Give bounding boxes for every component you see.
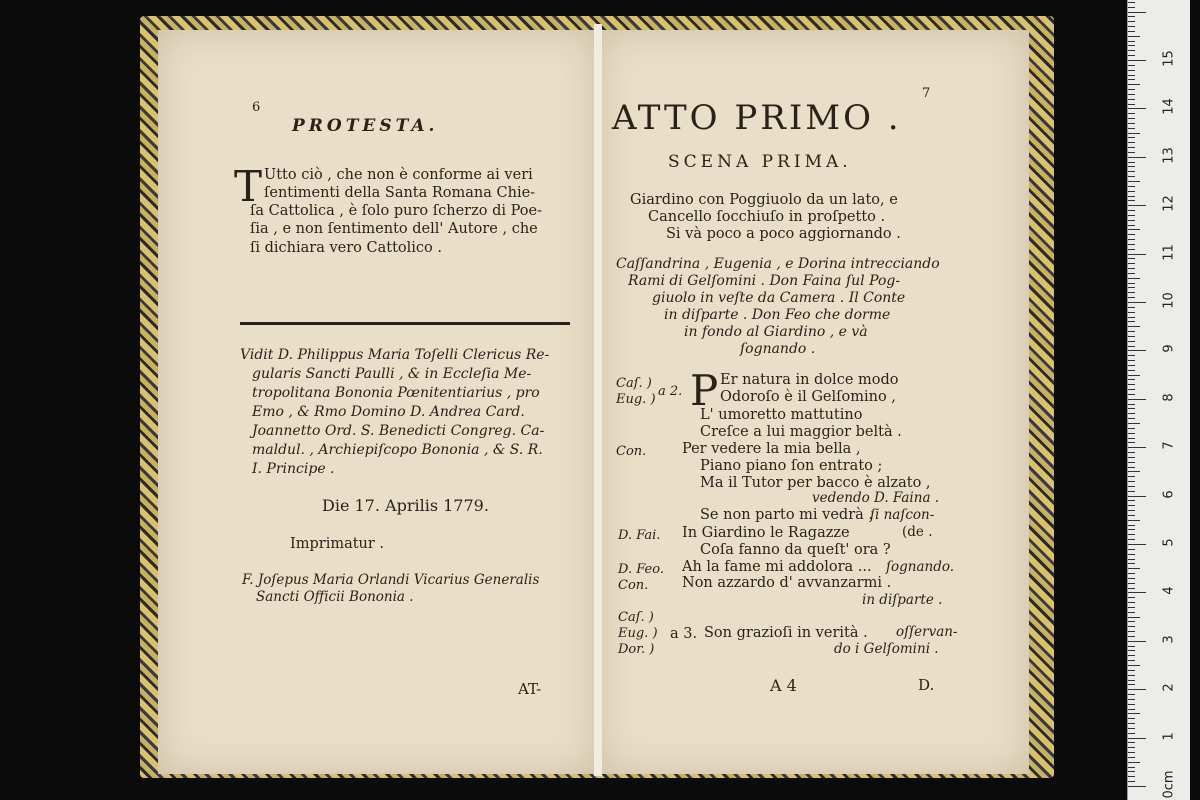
ruler-tick <box>1128 205 1146 206</box>
ruler-tick <box>1128 317 1135 318</box>
ruler-tick <box>1128 65 1135 66</box>
speaker-a3-dor: Dor. ) <box>618 642 655 657</box>
speaker-a3-eug: Eug. ) <box>618 626 658 641</box>
ruler-tick <box>1128 660 1135 661</box>
verse-line-4: Creſce a lui maggior beltà . <box>700 424 902 440</box>
ruler-tick <box>1128 709 1135 710</box>
ruler-tick <box>1128 12 1146 13</box>
ruler-tick <box>1128 336 1135 337</box>
dfeo-line: Ah la fame mi addolora ... <box>682 559 872 575</box>
ruler-tick <box>1128 467 1135 468</box>
setting-line-2: Cancello ſocchiuſo in proſpetto . <box>648 209 886 225</box>
ruler-number: 7 <box>1161 441 1177 450</box>
speaker-cas: Caſ. ) <box>616 376 652 391</box>
ruler-tick <box>1128 258 1135 259</box>
ruler-tick <box>1128 762 1140 763</box>
ruler-tick <box>1128 476 1135 477</box>
ruler-tick <box>1128 481 1135 482</box>
ruler-tick <box>1128 655 1135 656</box>
ruler-tick <box>1128 728 1135 729</box>
ruler-tick <box>1128 418 1135 419</box>
ruler-tick <box>1128 239 1135 240</box>
ruler-tick <box>1128 607 1135 608</box>
characters-line-4: in diſparte . Don Feo che dorme <box>664 307 891 323</box>
signature-line-1: F. Joſepus Maria Orlandi Vicarius Generalis <box>242 572 540 588</box>
ruler-tick <box>1128 287 1135 288</box>
ruler-tick <box>1128 597 1135 598</box>
ruler-tick <box>1128 137 1135 138</box>
ruler-tick <box>1128 752 1135 753</box>
ruler-tick <box>1128 510 1135 511</box>
ruler-tick <box>1128 588 1135 589</box>
ruler-tick <box>1128 196 1135 197</box>
ruler-tick <box>1128 118 1135 119</box>
ruler-tick <box>1128 94 1135 95</box>
stage-sognando: ſognando. <box>886 559 955 575</box>
ruler-tick <box>1128 186 1135 187</box>
ruler-number: 2 <box>1161 683 1177 692</box>
ruler-tick <box>1128 326 1140 327</box>
section-divider <box>240 322 570 325</box>
ruler-tick <box>1128 650 1135 651</box>
con-line-1: Per vedere la mia bella , <box>682 441 861 457</box>
ruler-tick <box>1128 665 1140 666</box>
ruler-tick <box>1128 244 1135 245</box>
ruler-tick <box>1128 529 1135 530</box>
con-line-2: Piano piano ſon entrato ; <box>700 458 883 474</box>
ruler-tick <box>1128 554 1135 555</box>
ruler-tick <box>1128 408 1135 409</box>
ruler-tick <box>1128 675 1135 676</box>
ruler-tick <box>1128 302 1146 303</box>
speaker-dfeo: D. Feo. <box>618 562 664 577</box>
con-line-3: Ma il Tutor per bacco è alzato , <box>700 475 931 491</box>
stage-nascon: ſi naſcon- <box>870 507 935 523</box>
con2-line: Non azzardo d' avvanzarmi . <box>682 575 892 591</box>
ruler-number: 0cm <box>1161 770 1177 799</box>
measuring-ruler <box>1127 0 1190 800</box>
ruler-tick <box>1128 166 1135 167</box>
verse-dropcap: P <box>690 366 719 415</box>
ruler-tick <box>1128 55 1135 56</box>
ruler-tick <box>1128 563 1135 564</box>
ruler-number: 1 <box>1161 731 1177 741</box>
speaker-eug: Eug. ) <box>616 392 656 407</box>
protesta-line-5: ſi dichiara vero Cattolico . <box>250 240 442 256</box>
vidit-line-1: Vidit D. Philippus Maria Toſelli Clericus Re- <box>240 347 550 363</box>
ruler-tick <box>1128 375 1140 376</box>
ruler-tick <box>1128 234 1135 235</box>
ruler-tick <box>1128 268 1135 269</box>
speaker-a3-label: a 3. <box>670 626 698 642</box>
ruler-tick <box>1128 104 1135 105</box>
ruler-tick <box>1128 273 1135 274</box>
ruler-tick <box>1128 350 1146 351</box>
protesta-line-3: ſa Cattolica , è ſolo puro ſcherzo di Poe- <box>250 203 542 219</box>
ruler-tick <box>1128 321 1135 322</box>
characters-line-3: giuolo in veſte da Camera . Il Conte <box>652 290 906 306</box>
ruler-tick <box>1128 229 1140 230</box>
protesta-line-2: ſentimenti della Santa Romana Chie- <box>264 185 536 201</box>
ruler-tick <box>1128 491 1135 492</box>
ruler-tick <box>1128 713 1140 714</box>
ruler-tick <box>1128 578 1135 579</box>
right-catchword: D. <box>918 676 935 694</box>
ruler-tick <box>1128 7 1135 8</box>
ruler-tick <box>1128 26 1135 27</box>
ruler-tick <box>1128 447 1146 448</box>
ruler-tick <box>1128 544 1146 545</box>
ruler-tick <box>1128 360 1135 361</box>
vidit-line-4: Emo , & Rmo Domino D. Andrea Card. <box>252 404 525 420</box>
ruler-tick <box>1128 200 1135 201</box>
ruler-number: 14 <box>1161 98 1177 116</box>
dfai-line-2: Coſa fanno da queſt' ora ? <box>700 542 891 558</box>
vidit-line-3: tropolitana Bononia Pœnitentiarius , pro <box>252 385 540 401</box>
ruler-tick <box>1128 747 1135 748</box>
ruler-tick <box>1128 171 1135 172</box>
ruler-number: 6 <box>1161 489 1177 499</box>
ruler-tick <box>1128 254 1146 255</box>
stage-de: (de . <box>902 524 933 540</box>
ruler-tick <box>1128 559 1135 560</box>
ruler-tick <box>1128 733 1135 734</box>
ruler-tick <box>1128 433 1135 434</box>
imprimatur: Imprimatur . <box>290 536 385 552</box>
ruler-tick <box>1128 689 1146 690</box>
ruler-tick <box>1128 500 1135 501</box>
right-page-number: 7 <box>922 86 931 101</box>
ruler-tick <box>1128 147 1135 148</box>
ruler-tick <box>1128 45 1135 46</box>
protesta-line-4: ſia , e non ſentimento dell' Autore , che <box>250 221 538 237</box>
protesta-title: PROTESTA. <box>292 116 439 136</box>
speaker-con: Con. <box>616 444 647 459</box>
ruler-tick <box>1128 757 1135 758</box>
ruler-tick <box>1128 89 1135 90</box>
ruler-tick <box>1128 191 1135 192</box>
ruler-number: 15 <box>1161 50 1177 67</box>
ruler-tick <box>1128 699 1135 700</box>
ruler-tick <box>1128 307 1135 308</box>
ruler-tick <box>1128 539 1135 540</box>
ruler-tick <box>1128 210 1135 211</box>
protesta-dropcap: T <box>234 162 263 211</box>
ruler-tick <box>1128 399 1146 400</box>
ruler-number: 4 <box>1161 586 1177 596</box>
ruler-tick <box>1128 389 1135 390</box>
left-page-number: 6 <box>252 100 261 115</box>
ruler-tick <box>1128 534 1135 535</box>
ruler-number: 10 <box>1161 292 1177 309</box>
ruler-tick <box>1128 496 1146 497</box>
ruler-tick <box>1128 79 1135 80</box>
ruler-tick <box>1128 612 1135 613</box>
a3-line: Son grazioſi in verità . <box>704 625 868 641</box>
ruler-tick <box>1128 767 1135 768</box>
ruler-tick <box>1128 312 1135 313</box>
ruler-tick <box>1128 50 1135 51</box>
characters-line-2: Rami di Gelſomini . Don Faina ſul Pog- <box>628 273 901 289</box>
stage-gelsomini: do i Gelſomini . <box>834 641 939 657</box>
ruler-tick <box>1128 452 1135 453</box>
speaker-a3-cas: Caſ. ) <box>618 610 654 625</box>
ruler-tick <box>1128 404 1135 405</box>
ruler-tick <box>1128 331 1135 332</box>
ruler-tick <box>1128 646 1135 647</box>
ruler-tick <box>1128 680 1135 681</box>
ruler-tick <box>1128 16 1135 17</box>
ruler-number: 3 <box>1161 635 1177 644</box>
characters-line-5: in fondo al Giardino , e và <box>684 324 868 340</box>
ruler-tick <box>1128 123 1135 124</box>
ruler-number: 5 <box>1161 538 1177 547</box>
verse-line-1: Er natura in dolce modo <box>720 372 899 388</box>
book-gutter <box>594 24 602 776</box>
ruler-tick <box>1128 442 1135 443</box>
ruler-tick <box>1128 341 1135 342</box>
protesta-line-1: Utto ciò , che non è conforme ai veri <box>264 167 533 183</box>
dfai-line-1: In Giardino le Ragazze <box>682 525 850 541</box>
ruler-tick <box>1128 520 1140 521</box>
ruler-tick <box>1128 36 1140 37</box>
ruler-tick <box>1128 370 1135 371</box>
ruler-tick <box>1128 738 1146 739</box>
speaker-a2: a 2. <box>658 384 683 399</box>
ruler-tick <box>1128 215 1135 216</box>
left-catchword: AT- <box>518 680 542 698</box>
ruler-tick <box>1128 602 1135 603</box>
ruler-tick <box>1128 355 1135 356</box>
ruler-tick <box>1128 592 1146 593</box>
ruler-tick <box>1128 525 1135 526</box>
speaker-con-2: Con. <box>618 578 649 593</box>
ruler-tick <box>1128 84 1140 85</box>
ruler-tick <box>1128 549 1135 550</box>
ruler-tick <box>1128 384 1135 385</box>
left-page <box>158 30 599 774</box>
ruler-tick <box>1128 142 1135 143</box>
approval-date: Die 17. Aprilis 1779. <box>322 496 489 515</box>
ruler-tick <box>1128 128 1135 129</box>
vidit-line-5: Joannetto Ord. S. Benedicti Congreg. Ca- <box>252 423 545 439</box>
ruler-tick <box>1128 684 1135 685</box>
ruler-tick <box>1128 723 1135 724</box>
ruler-number: 9 <box>1161 344 1177 354</box>
ruler-tick <box>1128 670 1135 671</box>
ruler-tick <box>1128 515 1135 516</box>
ruler-tick <box>1128 99 1135 100</box>
verse-line-2: Odoroſo è il Gelſomino , <box>720 389 896 405</box>
ruler-tick <box>1128 781 1135 782</box>
ruler-tick <box>1128 641 1146 642</box>
ruler-tick <box>1128 113 1135 114</box>
setting-line-1: Giardino con Poggiuolo da un lato, e <box>630 192 898 208</box>
ruler-tick <box>1128 786 1146 787</box>
ruler-tick <box>1128 220 1135 221</box>
characters-line-1: Caſſandrina , Eugenia , e Dorina intrecciando <box>616 256 940 272</box>
ruler-tick <box>1128 249 1135 250</box>
ruler-tick <box>1128 771 1135 772</box>
ruler-tick <box>1128 617 1140 618</box>
signature-line-2: Sancti Officii Bononia . <box>256 589 414 605</box>
ruler-tick <box>1128 292 1135 293</box>
ruler-tick <box>1128 462 1135 463</box>
ruler-tick <box>1128 568 1140 569</box>
ruler-tick <box>1128 346 1135 347</box>
ruler-tick <box>1128 505 1135 506</box>
ruler-tick <box>1128 60 1146 61</box>
ruler-tick <box>1128 621 1135 622</box>
ruler-tick <box>1128 438 1135 439</box>
ruler-tick <box>1128 457 1135 458</box>
ruler-tick <box>1128 157 1146 158</box>
ruler-tick <box>1128 471 1140 472</box>
ruler-tick <box>1128 278 1140 279</box>
signature-mark: A 4 <box>770 676 797 695</box>
ruler-tick <box>1128 41 1135 42</box>
ruler-tick <box>1128 742 1135 743</box>
ruler-tick <box>1128 428 1135 429</box>
ruler-tick <box>1128 31 1135 32</box>
ruler-tick <box>1128 297 1135 298</box>
ruler-tick <box>1128 152 1135 153</box>
stage-vedendo: vedendo D. Faina . <box>812 490 940 506</box>
stage-osservan: oſſervan- <box>896 624 958 640</box>
ruler-tick <box>1128 704 1135 705</box>
setting-line-3: Si và poco a poco aggiornando . <box>666 226 901 242</box>
ruler-tick <box>1128 181 1140 182</box>
act-title: ATTO PRIMO . <box>612 98 902 138</box>
con-line-4: Se non parto mi vedrà . <box>700 507 874 523</box>
ruler-tick <box>1128 365 1135 366</box>
ruler-number: 8 <box>1161 393 1177 402</box>
characters-line-6: ſognando . <box>740 341 816 357</box>
ruler-tick <box>1128 718 1135 719</box>
ruler-tick <box>1128 573 1135 574</box>
ruler-tick <box>1128 263 1135 264</box>
ruler-tick <box>1128 413 1135 414</box>
ruler-number: 11 <box>1161 243 1177 261</box>
ruler-tick <box>1128 70 1135 71</box>
ruler-tick <box>1128 486 1135 487</box>
scene-title: SCENA PRIMA. <box>668 152 852 172</box>
ruler-tick <box>1128 694 1135 695</box>
ruler-tick <box>1128 21 1135 22</box>
ruler-tick <box>1128 162 1135 163</box>
ruler-tick <box>1128 2 1135 3</box>
ruler-tick <box>1128 394 1135 395</box>
vidit-line-6: maldul. , Archiepiſcopo Bononia , & S. R. <box>252 442 543 458</box>
ruler-tick <box>1128 283 1135 284</box>
ruler-tick <box>1128 626 1135 627</box>
ruler-number: 13 <box>1161 147 1177 164</box>
vidit-line-2: gularis Sancti Paulli , & in Eccleſia Me- <box>252 366 532 382</box>
stage-disparte: in diſparte . <box>862 592 943 608</box>
ruler-tick <box>1128 225 1135 226</box>
ruler-tick <box>1128 108 1146 109</box>
ruler-tick <box>1128 776 1135 777</box>
ruler-tick <box>1128 423 1140 424</box>
ruler-number: 12 <box>1161 195 1177 212</box>
speaker-dfai: D. Fai. <box>618 528 661 543</box>
ruler-tick <box>1128 133 1140 134</box>
verse-line-3: L' umoretto mattutino <box>700 407 863 423</box>
ruler-tick <box>1128 75 1135 76</box>
ruler-tick <box>1128 583 1135 584</box>
ruler-tick <box>1128 176 1135 177</box>
ruler-tick <box>1128 631 1135 632</box>
ruler-tick <box>1128 636 1135 637</box>
ruler-tick <box>1128 379 1135 380</box>
vidit-line-7: I. Principe . <box>252 461 335 477</box>
